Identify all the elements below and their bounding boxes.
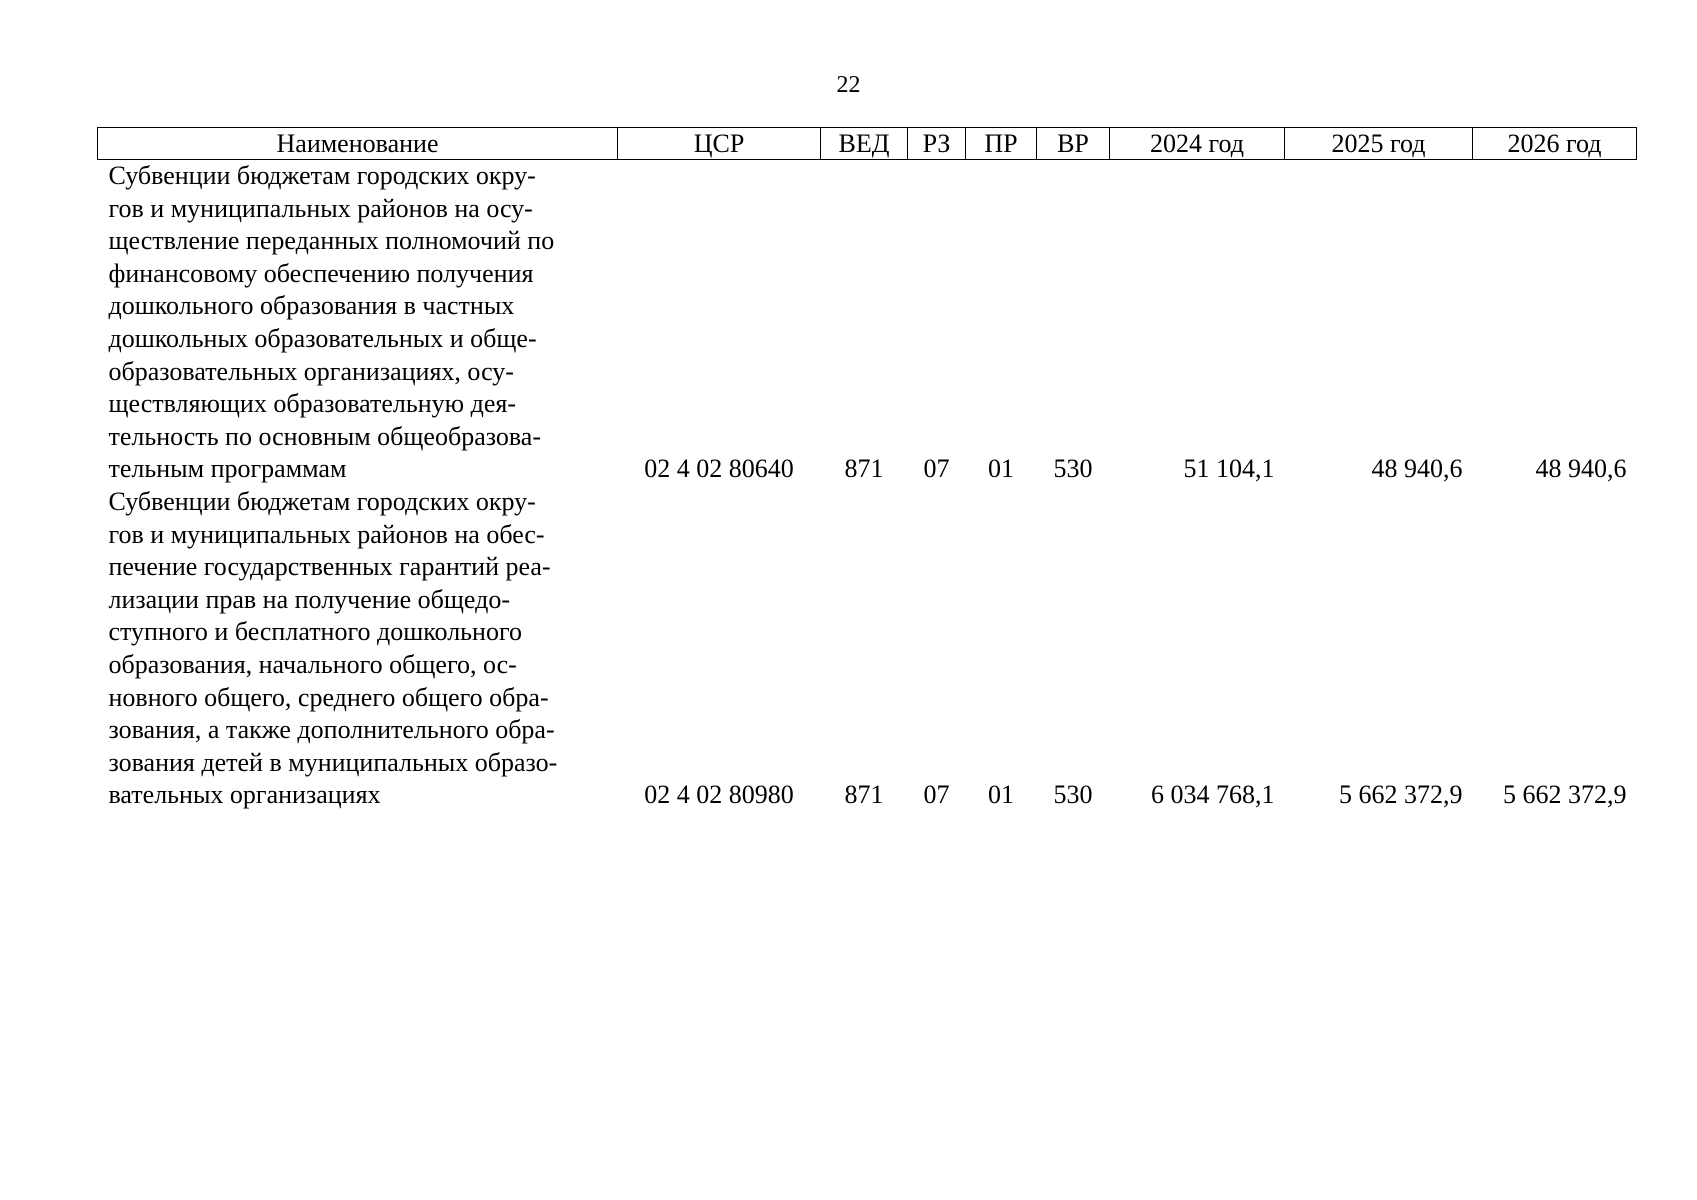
header-2026: 2026 год xyxy=(1473,128,1637,160)
header-rz: РЗ xyxy=(908,128,966,160)
row-pr: 01 xyxy=(988,780,1014,810)
row-ved: 871 xyxy=(844,780,884,810)
row-name: Субвенции бюджетам городских окру- гов и муниципальных районов на обес- печение государственных гарантий реа- лизации прав на получение общедо- ступного и бесплатного дошкольного образования, начального общего, ос- новного общего, среднего общего обра- зования, а также дополнительного обра- зования детей в муниципальных образо- вательных организациях xyxy=(108,486,558,810)
table-row xyxy=(98,486,1637,812)
row-2026: 48 940,6 xyxy=(1535,454,1627,484)
budget-table xyxy=(97,127,1637,812)
header-2025: 2025 год xyxy=(1285,128,1473,160)
row-ved: 871 xyxy=(844,454,884,484)
page-number: 22 xyxy=(836,72,861,98)
row-name: Субвенции бюджетам городских окру- гов и муниципальных районов на осу- ществление переданных полномочий по финансовому обеспечению получения дошкольного образования в частных дошкольных образовательных и обще- образовательных организациях, осу- ществляющих образовательную дея- тельность по основным общеобразова- тельным программам xyxy=(108,161,555,484)
row-2024: 6 034 768,1 xyxy=(1151,780,1275,810)
table-header xyxy=(98,128,1637,160)
row-vr: 530 xyxy=(1053,454,1093,484)
table-row xyxy=(98,160,1637,486)
header-vr: ВР xyxy=(1037,128,1110,160)
row-2025: 5 662 372,9 xyxy=(1339,780,1463,810)
header-row xyxy=(98,128,1637,160)
row-2024: 51 104,1 xyxy=(1183,454,1275,484)
header-ved: ВЕД xyxy=(821,128,908,160)
table-body xyxy=(98,160,1637,812)
row-rz: 07 xyxy=(923,780,950,810)
header-name: Наименование xyxy=(98,128,618,160)
row-rz: 07 xyxy=(923,454,950,484)
row-pr: 01 xyxy=(988,454,1014,484)
row-csr: 02 4 02 80980 xyxy=(644,780,794,810)
header-2024: 2024 год xyxy=(1110,128,1285,160)
row-csr: 02 4 02 80640 xyxy=(644,454,794,484)
header-csr: ЦСР xyxy=(618,128,821,160)
header-pr: ПР xyxy=(966,128,1037,160)
row-vr: 530 xyxy=(1053,780,1093,810)
row-2026: 5 662 372,9 xyxy=(1503,780,1627,810)
row-2025: 48 940,6 xyxy=(1371,454,1463,484)
